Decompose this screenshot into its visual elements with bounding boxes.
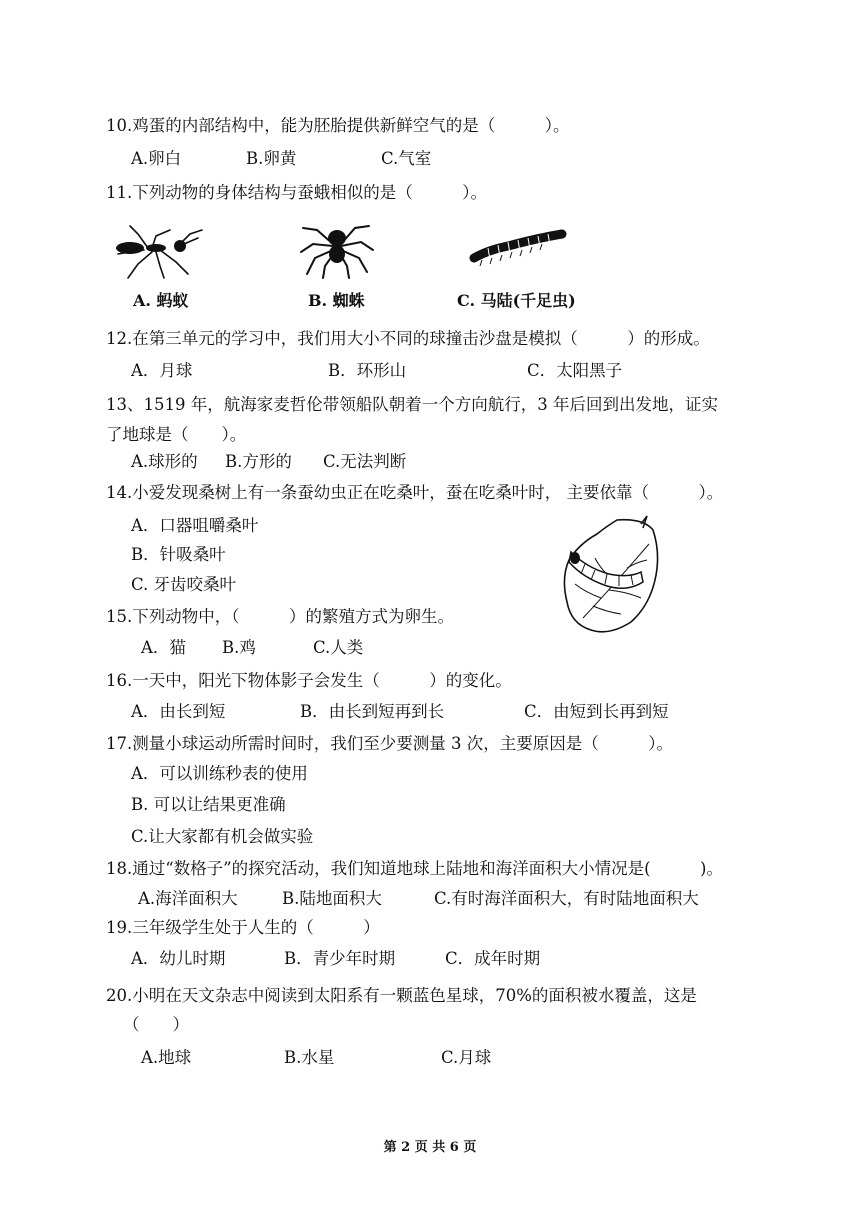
question-13-stem-continued: 了地球是（ ）。 <box>106 425 247 444</box>
question-16-option-b: B．由长到短再到长 <box>300 702 445 721</box>
question-10-option-c: C.气室 <box>381 149 432 168</box>
question-18-option-b: B.陆地面积大 <box>282 889 382 908</box>
question-15-option-a: A．猫 <box>141 638 186 657</box>
spider-image <box>297 218 377 280</box>
question-19-option-c: C．成年时期 <box>445 949 541 968</box>
question-10-stem: 10.鸡蛋的内部结构中，能为胚胎提供新鲜空气的是（ ）。 <box>106 116 570 135</box>
question-11-option-a: A. 蚂蚁 <box>133 291 189 310</box>
question-13-option-b: B.方形的 <box>225 452 292 471</box>
question-20-option-c: C.月球 <box>441 1048 492 1067</box>
question-12-stem: 12.在第三单元的学习中，我们用大小不同的球撞击沙盘是模拟（ ）的形成。 <box>106 329 710 348</box>
question-10-option-b: B.卵黄 <box>246 149 297 168</box>
question-12-option-a: A．月球 <box>131 361 193 380</box>
page-number-footer: 第 2 页 共 6 页 <box>383 1140 477 1155</box>
question-18-stem: 18.通过“数格子”的探究活动，我们知道地球上陆地和海洋面积大小情况是( )。 <box>106 859 723 878</box>
question-11-option-b: B. 蜘蛛 <box>308 291 365 310</box>
question-16-option-a: A．由长到短 <box>131 702 226 721</box>
question-17-option-c: C.让大家都有机会做实验 <box>131 827 314 846</box>
ant-image <box>108 222 208 280</box>
question-14-option-c: C. 牙齿咬桑叶 <box>131 575 237 594</box>
question-14-option-b: B．针吸桑叶 <box>131 545 226 564</box>
question-18-option-a: A.海洋面积大 <box>138 889 238 908</box>
question-10-option-a: A.卵白 <box>131 149 182 168</box>
silkworm-on-leaf-image <box>557 514 669 638</box>
question-12-option-b: B．环形山 <box>328 361 407 380</box>
question-19-option-a: A．幼儿时期 <box>131 949 226 968</box>
question-15-option-b: B.鸡 <box>222 638 256 657</box>
question-11-option-c: C. 马陆(千足虫) <box>457 291 576 310</box>
question-12-option-c: C．太阳黑子 <box>527 361 623 380</box>
question-13-option-c: C.无法判断 <box>323 452 407 471</box>
question-17-option-b: B. 可以让结果更准确 <box>131 795 286 814</box>
question-11-stem: 11.下列动物的身体结构与蚕蛾相似的是（ ）。 <box>106 183 487 202</box>
question-20-stem: 20.小明在天文杂志中阅读到太阳系有一颗蓝色星球，70%的面积被水覆盖，这是 <box>106 986 697 1005</box>
question-17-stem: 17.测量小球运动所需时间时，我们至少要测量 3 次，主要原因是（ ）。 <box>106 734 673 753</box>
question-14-stem: 14.小爱发现桑树上有一条蚕幼虫正在吃桑叶，蚕在吃桑叶时， 主要依靠（ ）。 <box>106 483 724 502</box>
question-20-option-a: A.地球 <box>141 1048 192 1067</box>
question-16-option-c: C．由短到长再到短 <box>524 702 669 721</box>
question-20-option-b: B.水星 <box>284 1048 335 1067</box>
question-17-option-a: A．可以训练秒表的使用 <box>131 764 308 783</box>
question-13-stem: 13、1519 年，航海家麦哲伦带领船队朝着一个方向航行，3 年后回到出发地，证实 <box>106 395 718 414</box>
question-15-stem: 15.下列动物中，（ ）的繁殖方式为卵生。 <box>106 607 454 626</box>
question-14-option-a: A．口器咀嚼桑叶 <box>131 516 259 535</box>
question-20-stem-continued: （ ） <box>123 1015 189 1034</box>
question-18-option-c: C.有时海洋面积大，有时陆地面积大 <box>434 889 699 908</box>
question-15-option-c: C.人类 <box>313 638 364 657</box>
question-19-option-b: B．青少年时期 <box>284 949 396 968</box>
question-13-option-a: A.球形的 <box>131 452 198 471</box>
millipede-image <box>468 228 568 268</box>
question-19-stem: 19.三年级学生处于人生的（ ） <box>106 918 380 937</box>
question-16-stem: 16.一天中，阳光下物体影子会发生（ ）的变化。 <box>106 671 512 690</box>
